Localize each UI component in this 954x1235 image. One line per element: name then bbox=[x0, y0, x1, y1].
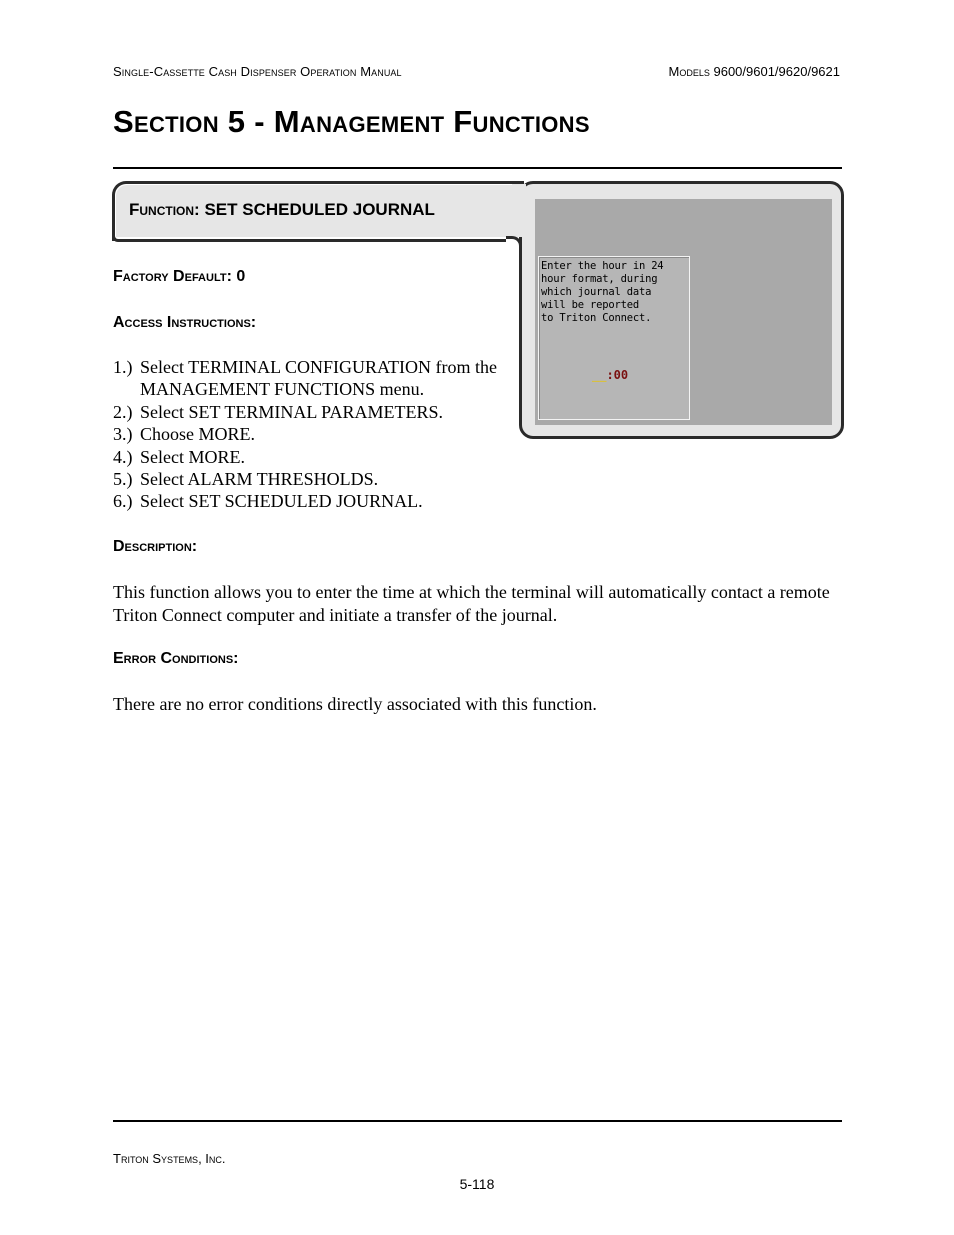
page-number: 5-118 bbox=[459, 1176, 495, 1192]
list-item bbox=[113, 356, 518, 401]
list-item bbox=[113, 468, 518, 490]
running-header-title: Single-Cassette Cash Dispenser Operation Manual bbox=[113, 64, 402, 79]
step-number: 1.) bbox=[113, 357, 133, 377]
running-header-models: Models 9600/9601/9620/9621 bbox=[668, 64, 840, 79]
list-item bbox=[113, 446, 518, 468]
title-rule bbox=[113, 167, 842, 169]
step-text: Select TERMINAL CONFIGURATION from the MANAGEMENT FUNCTIONS menu. bbox=[140, 357, 497, 400]
description-label: Description: bbox=[113, 538, 198, 555]
list-item bbox=[113, 401, 518, 423]
list-item bbox=[113, 423, 518, 445]
screen-time-input[interactable] bbox=[592, 368, 628, 382]
section-title: Section 5 - Management Functions bbox=[113, 104, 590, 139]
step-text: Select ALARM THRESHOLDS. bbox=[140, 469, 379, 490]
list-item bbox=[113, 490, 518, 512]
step-text: Select SET TERMINAL PARAMETERS. bbox=[140, 401, 444, 422]
footer-rule bbox=[113, 1120, 842, 1122]
screen-prompt: Enter the hour in 24 hour format, during which journal data will be reported to Triton Connect. bbox=[541, 260, 664, 324]
step-number: 4.) bbox=[113, 446, 133, 467]
step-text: Choose MORE. bbox=[140, 424, 256, 445]
step-number: 2.) bbox=[113, 401, 133, 422]
function-title bbox=[129, 200, 435, 220]
footer-company: Triton Systems, Inc. bbox=[113, 1151, 226, 1166]
function-name: SET SCHEDULED JOURNAL bbox=[204, 200, 435, 219]
error-conditions-label: Error Conditions: bbox=[113, 650, 239, 667]
minute-value: :00 bbox=[606, 368, 629, 382]
step-text: Select SET SCHEDULED JOURNAL. bbox=[140, 491, 423, 512]
step-number: 5.) bbox=[113, 469, 133, 490]
factory-default-label bbox=[113, 268, 245, 286]
access-steps-list bbox=[113, 356, 518, 513]
access-instructions-label: Access Instructions: bbox=[113, 314, 257, 331]
hour-cursor: __ bbox=[592, 368, 607, 382]
step-text: Select MORE. bbox=[140, 446, 245, 467]
description-text: This function allows you to enter the time at which the terminal will automatically contact a remote Triton Connect computer and initiate a transfer of the journal. bbox=[113, 582, 830, 625]
factory-default-value: 0 bbox=[236, 268, 246, 285]
step-number: 3.) bbox=[113, 424, 133, 445]
factory-default-key: Factory Default: bbox=[113, 268, 232, 285]
error-conditions-text: There are no error conditions directly associated with this function. bbox=[113, 694, 597, 714]
step-number: 6.) bbox=[113, 491, 133, 512]
function-prefix: Function: bbox=[129, 200, 200, 219]
function-tab-bottom bbox=[112, 236, 512, 242]
